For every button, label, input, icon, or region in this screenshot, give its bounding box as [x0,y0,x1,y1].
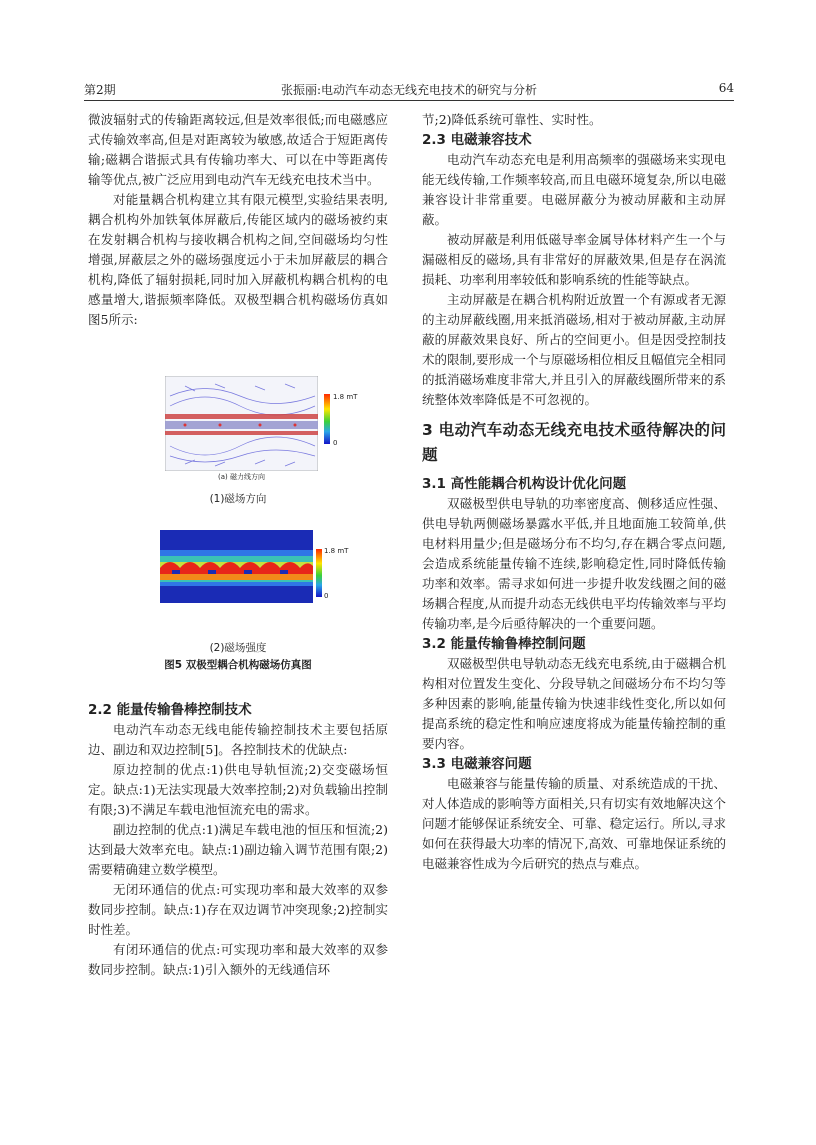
figure-5a-field-lines [165,376,318,471]
figure-5a-inner-label: (a) 磁力线方向 [218,473,265,481]
figure-5b-caption: (2)磁场强度 [209,642,267,654]
paragraph: 副边控制的优点:1)满足车载电池的恒压和恒流;2)达到最大效率充电。缺点:1)副边输入调节范围有限;2)需要精确建立数学模型。 [88,822,388,877]
section-heading-2-3: 2.3 电磁兼容技术 [422,132,532,148]
left-column-top [88,110,388,330]
colorbar-b-min: 0 [324,592,329,600]
right-column [422,110,726,874]
paragraph: 节;2)降低系统可靠性、实时性。 [422,112,602,127]
paragraph: 被动屏蔽是利用低磁导率金属导体材料产生一个与漏磁相反的磁场,具有非常好的屏蔽效果,但是存在涡流损耗、功率利用率较低和影响系统的性能等缺点。 [422,232,726,287]
header-title: 张振丽:电动汽车动态无线充电技术的研究与分析 [280,83,538,97]
paragraph: 有闭环通信的优点:可实现功率和最大效率的双参数同步控制。缺点:1)引入额外的无线通信环 [88,942,388,977]
figure-5a-caption: (1)磁场方向 [209,493,267,505]
field-lines-plot [165,376,318,471]
paragraph: 对能量耦合机构建立其有限元模型,实验结果表明,耦合机构外加铁氧体屏蔽后,传能区域内的磁场被约束在发射耦合机构与接收耦合机构之间,空间磁场均匀性增强,屏蔽层之外的磁场强度远小于未加屏蔽层的耦合机构,降低了辐射损耗,同时加入屏蔽机构耦合机构的电感量增大,谐振频率降低。双极型耦合机构磁场仿真如图5所示: [88,192,388,327]
field-strength-plot [160,530,313,603]
colorbar-a-max: 1.8 mT [333,393,358,401]
figure-5b-field-strength [160,530,313,603]
section-heading-2-2: 2.2 能量传输鲁棒控制技术 [88,702,252,718]
paragraph: 电动汽车动态无线电能传输控制技术主要包括原边、副边和双边控制[5]。各控制技术的优缺点: [88,722,388,757]
paragraph: 电磁兼容与能量传输的质量、对系统造成的干扰、对人体造成的影响等方面相关,只有切实有效地解决这个问题才能够保证系统安全、可靠、稳定运行。所以,寻求如何在获得最大功率的情况下,高效、可靠地保证系统的电磁兼容性成为今后研究的热点与难点。 [422,776,726,871]
left-column-bottom [88,700,388,980]
header-page-number: 64 [718,81,734,95]
section-heading-3-1: 3.1 高性能耦合机构设计优化问题 [422,476,627,492]
colorbar-a-min: 0 [333,439,338,447]
colorbar-b-max: 1.8 mT [324,547,349,555]
paragraph: 双磁极型供电导轨的功率密度高、侧移适应性强、供电导轨两侧磁场暴露水平低,并且地面施工较简单,供电材料用量少;但是磁场分布不均匀,存在耦合零点问题,会造成系统能量传输不连续,影响稳定性,同时降低传输功率和效率。需寻求如何进一步提升收发线圈之间的磁场耦合程度,从而提升动态无线供电平均传输效率与平均传输功率,是今后亟待解决的一个重要问题。 [422,496,726,631]
colorbar-b [316,549,322,597]
figure-5-caption: 图5 双极型耦合机构磁场仿真图 [164,659,312,671]
paragraph: 无闭环通信的优点:可实现功率和最大效率的双参数同步控制。缺点:1)存在双边调节冲突现象;2)控制实时性差。 [88,882,388,937]
paragraph: 双磁极型供电导轨动态无线充电系统,由于磁耦合机构相对位置发生变化、分段导轨之间磁场分布不均匀等多种因素的影响,能量传输为快速非线性变化,所以如何提高系统的稳定性和响应速度将成为能量传输控制的重要内容。 [422,656,726,751]
paragraph: 电动汽车动态充电是利用高频率的强磁场来实现电能无线传输,工作频率较高,而且电磁环境复杂,所以电磁兼容设计非常重要。电磁屏蔽分为被动屏蔽和主动屏蔽。 [422,152,726,227]
header-issue: 第2期 [84,83,116,97]
section-heading-3-2: 3.2 能量传输鲁棒控制问题 [422,636,586,652]
section-heading-3: 3 电动汽车动态无线充电技术亟待解决的问题 [422,421,726,464]
section-heading-3-3: 3.3 电磁兼容问题 [422,756,532,772]
colorbar-a [324,394,330,444]
paragraph: 原边控制的优点:1)供电导轨恒流;2)交变磁场恒定。缺点:1)无法实现最大效率控制;2)对负载输出控制有限;3)不满足车载电池恒流充电的需求。 [88,762,388,817]
running-header [84,81,734,101]
paragraph: 微波辐射式的传输距离较远,但是效率很低;而电磁感应式传输效率高,但是对距离较为敏感,故适合于短距离传输;磁耦合谐振式具有传输功率大、可以在中等距离传输等优点,被广泛应用到电动汽车无线充电技术当中。 [88,112,388,187]
header-rule [84,100,734,101]
paragraph: 主动屏蔽是在耦合机构附近放置一个有源或者无源的主动屏蔽线圈,用来抵消磁场,相对于被动屏蔽,主动屏蔽的屏蔽效果良好、所占的空间更小。但是因受控制技术的限制,要形成一个与原磁场相位相反且幅值完全相同的抵消磁场难度非常大,并且引入的屏蔽线圈所带来的系统整体效率降低是不可忽视的。 [422,292,726,407]
